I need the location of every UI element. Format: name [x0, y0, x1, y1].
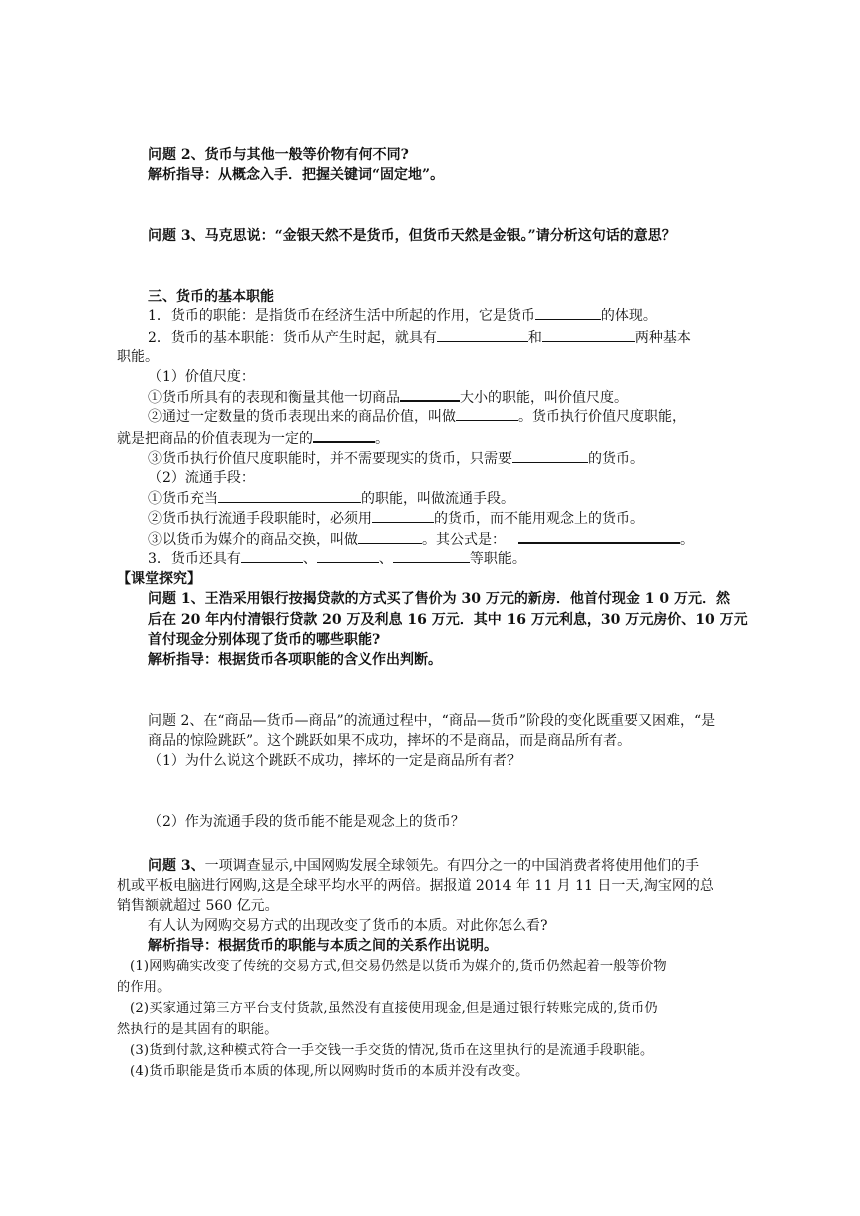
item3-line — [148, 549, 526, 568]
blank-vm3 — [512, 449, 588, 463]
item3-text-a: 3．货币还具有 — [148, 551, 241, 567]
vm3-text-b: 的货币。 — [588, 451, 644, 467]
blank-vm2 — [456, 407, 518, 421]
blank-c1 — [218, 489, 361, 503]
blank-2b — [542, 328, 635, 342]
item3-text-b: 等职能。 — [469, 551, 526, 567]
item1-text-a: 1．货币的职能：是指货币在经济生活中所起的作用，它是货币 — [148, 308, 535, 324]
vm3-text-a: ③货币执行价值尺度职能时，并不需要现实的货币，只需要 — [148, 451, 512, 467]
item3-sep-1: 、 — [302, 551, 317, 567]
p3-label: 问题 3、 — [148, 858, 205, 874]
vm2-text-d: 。 — [375, 431, 389, 447]
c2-text-a: ②货币执行流通手段职能时，必须用 — [148, 511, 372, 527]
vm1-line — [148, 387, 628, 407]
c3-line — [148, 529, 694, 549]
p3-line1-text: 一项调查显示,中国网购发展全球领先。有四分之一的中国消费者将使用他们的手 — [204, 858, 700, 874]
vm2-text-c: 就是把商品的价值表现为一定的 — [117, 431, 313, 447]
answer-2-line2: 然执行的是其固有的职能。 — [117, 1022, 278, 1037]
c2-text-b: 的货币，而不能用观念上的货币。 — [434, 511, 644, 527]
answer-1-line1: (1)网购确实改变了传统的交易方式,但交易仍然是以货币为媒介的,货币仍然起着一般等价物 — [130, 959, 667, 974]
circulation-heading: （2）流通手段： — [148, 470, 255, 486]
answer-1-line2: 的作用。 — [117, 980, 171, 995]
vm1-text-a: ①货币所具有的表现和衡量其他一切商品 — [148, 390, 400, 406]
item2-and: 和 — [527, 330, 542, 346]
c1-line — [148, 489, 515, 508]
vm2-line2 — [117, 428, 389, 448]
p3-line2: 机或平板电脑进行网购,这是全球平均水平的两倍。据报道 2014 年 11 月 11 日一天,淘宝网的总 — [117, 878, 714, 894]
q3-title: 问题 3、马克思说：“金银天然不是货币，但货币天然是金银。”请分析这句话的意思？ — [148, 228, 676, 244]
answer-4: (4)货币职能是货币本质的体现,所以网购时货币的本质并没有改变。 — [130, 1064, 529, 1079]
p1-line2: 后在 20 年内付清银行贷款 20 万及利息 16 万元．其中 16 万元利息，30 万元房价、10 万元 — [148, 612, 748, 628]
p1-line3: 首付现金分别体现了货币的哪些职能? — [148, 632, 381, 648]
blank-1 — [535, 306, 601, 320]
blank-2a — [437, 328, 528, 342]
blank-item3c — [393, 549, 470, 563]
blank-vm1 — [400, 387, 460, 402]
c1-text-b: 的职能，叫做流通手段。 — [361, 491, 515, 507]
answer-2-line1: (2)买家通过第三方平台支付货款,虽然没有直接使用现金,但是通过银行转账完成的,货币仍 — [130, 1001, 658, 1016]
item1-line — [148, 306, 657, 325]
item1-text-b: 的体现。 — [600, 308, 657, 324]
blank-item3a — [241, 549, 303, 563]
c3-text-a: ③以货币为媒介的商品交换，叫做 — [148, 532, 358, 548]
blank-c3b — [518, 529, 680, 544]
blank-c2 — [372, 509, 434, 523]
p2-line1: 问题 2、在“商品—货币—商品”的流通过程中，“商品—货币”阶段的变化既重要又困难，“是 — [148, 713, 716, 729]
q2-guide: 解析指导：从概念入手．把握关键词“固定地”。 — [148, 167, 445, 183]
p3-line1 — [148, 857, 699, 875]
answer-3: (3)货到付款,这种模式符合一手交钱一手交货的情况,货币在这里执行的是流通手段职能。 — [130, 1043, 654, 1058]
p1-guide: 解析指导：根据货币各项职能的含义作出判断。 — [148, 652, 442, 668]
p1-line1: 问题 1、王浩采用银行按揭贷款的方式买了售价为 30 万元的新房．他首付现金 1 0 万元．然 — [148, 591, 730, 607]
p2-q1: （1）为什么说这个跳跃不成功，摔坏的一定是商品所有者？ — [148, 753, 521, 769]
q2-title: 问题 2、货币与其他一般等价物有何不同? — [148, 147, 409, 163]
p3-guide: 解析指导：根据货币的职能与本质之间的关系作出说明。 — [148, 938, 498, 954]
item2-line — [148, 328, 691, 347]
item2-text-a: 2．货币的基本职能：货币从产生时起，就具有 — [148, 330, 437, 346]
item3-sep-2: 、 — [378, 551, 393, 567]
vm3-line — [148, 449, 644, 468]
blank-vm2b — [313, 428, 375, 443]
blank-item3b — [317, 549, 379, 563]
item2-line2: 职能。 — [117, 349, 159, 365]
vm2-text-b: 。货币执行价值尺度职能， — [518, 409, 686, 425]
c2-line — [148, 509, 644, 528]
p2-q2: （2）作为流通手段的货币能不能是观念上的货币？ — [148, 814, 465, 830]
p2-line2: 商品的惊险跳跃”。这个跳跃如果不成功，摔坏的不是商品，而是商品所有者。 — [148, 733, 632, 749]
value-measure-heading: （1）价值尺度： — [148, 369, 255, 385]
c1-text-a: ①货币充当 — [148, 491, 218, 507]
classroom-heading: 【课堂探究】 — [117, 571, 201, 587]
c3-text-b: 。其公式是： — [422, 532, 506, 548]
vm1-text-b: 大小的职能，叫价值尺度。 — [460, 390, 628, 406]
blank-c3a — [358, 530, 422, 544]
vm2-line — [148, 407, 686, 426]
p3-line4: 有人认为网购交易方式的出现改变了货币的本质。对此你怎么看? — [148, 918, 548, 934]
vm2-text-a: ②通过一定数量的货币表现出来的商品价值，叫做 — [148, 409, 456, 425]
section-heading: 三、货币的基本职能 — [148, 289, 274, 305]
c3-text-c: 。 — [680, 532, 694, 548]
item2-text-b: 两种基本 — [634, 330, 691, 346]
p3-line3: 销售额就超过 560 亿元。 — [117, 898, 279, 914]
